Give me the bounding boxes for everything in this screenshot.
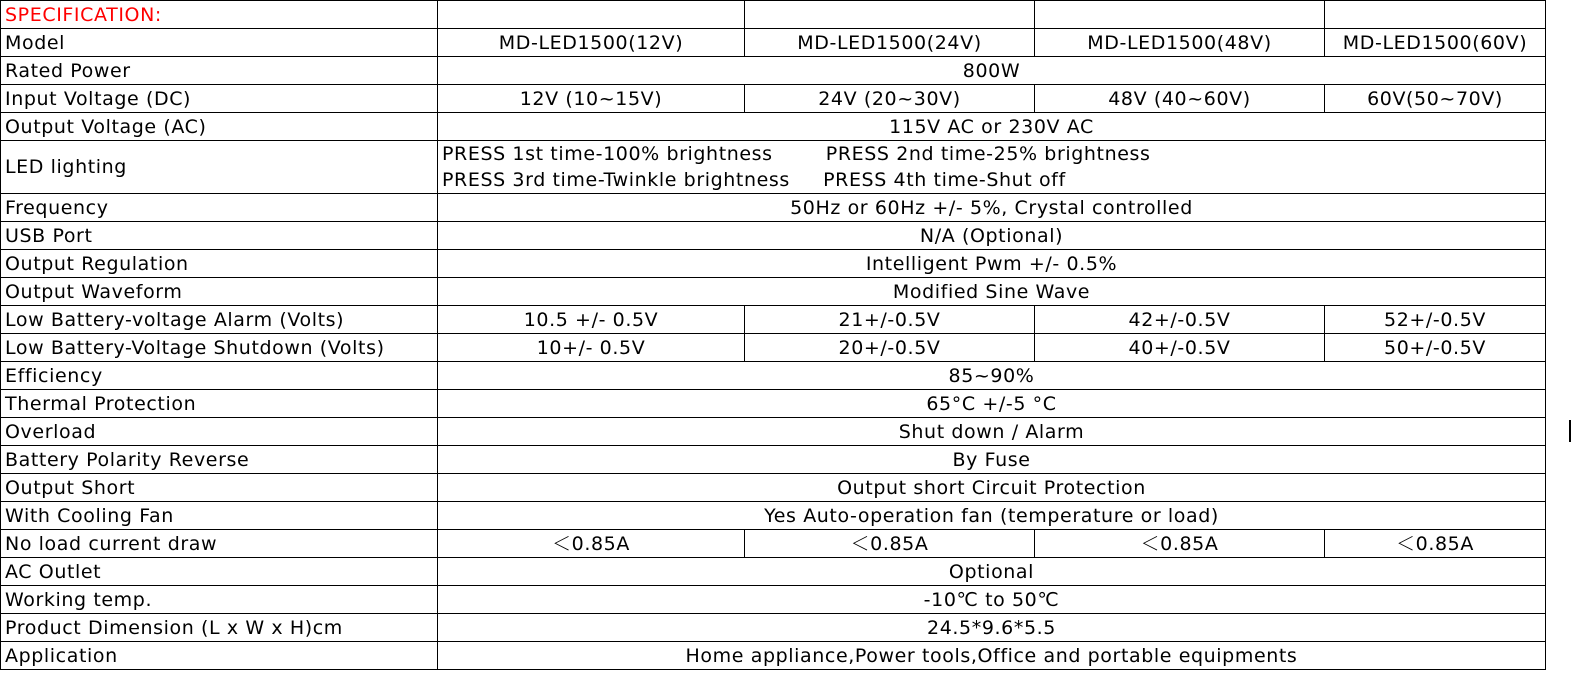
row-label: Overload [1, 418, 438, 446]
row-label: Thermal Protection [1, 390, 438, 418]
row-value: 20+/-0.5V [745, 334, 1035, 362]
row-label: Output Short [1, 474, 438, 502]
row-value: -10℃ to 50℃ [438, 586, 1546, 614]
row-value: Output short Circuit Protection [438, 474, 1546, 502]
row-value: 800W [438, 57, 1546, 85]
table-row [1, 278, 1546, 306]
row-value: 42+/-0.5V [1035, 306, 1325, 334]
led-line-1: PRESS 1st time-100% brightness PRESS 2nd time-25% brightness [442, 143, 1151, 165]
row-value: ＜0.85A [745, 530, 1035, 558]
table-row [1, 530, 1546, 558]
table-row [1, 57, 1546, 85]
row-label: LED lighting [1, 141, 438, 194]
row-value: MD-LED1500(60V) [1325, 29, 1546, 57]
table-row [1, 306, 1546, 334]
title-empty-cell-3 [1035, 1, 1325, 29]
row-value: 50+/-0.5V [1325, 334, 1546, 362]
title-empty-cell-4 [1325, 1, 1546, 29]
row-value: 12V (10~15V) [438, 85, 745, 113]
row-value: ＜0.85A [438, 530, 745, 558]
table-row [1, 586, 1546, 614]
row-value: Shut down / Alarm [438, 418, 1546, 446]
row-label: Input Voltage (DC) [1, 85, 438, 113]
row-label: Rated Power [1, 57, 438, 85]
row-value: 40+/-0.5V [1035, 334, 1325, 362]
table-row [1, 446, 1546, 474]
row-label: Output Voltage (AC) [1, 113, 438, 141]
text-cursor [1569, 420, 1571, 442]
led-line-2: PRESS 3rd time-Twinkle brightness PRESS 4th time-Shut off [442, 169, 1066, 191]
row-value: 10.5 +/- 0.5V [438, 306, 745, 334]
table-row [1, 502, 1546, 530]
table-row [1, 29, 1546, 57]
page-title: SPECIFICATION: [1, 1, 438, 29]
row-value: 50Hz or 60Hz +/- 5%, Crystal controlled [438, 194, 1546, 222]
row-label: Frequency [1, 194, 438, 222]
row-label: Application [1, 642, 438, 670]
table-row [1, 390, 1546, 418]
row-value: Intelligent Pwm +/- 0.5% [438, 250, 1546, 278]
table-row [1, 334, 1546, 362]
table-row [1, 558, 1546, 586]
table-row [1, 85, 1546, 113]
row-value: 52+/-0.5V [1325, 306, 1546, 334]
row-value: 115V AC or 230V AC [438, 113, 1546, 141]
row-label: Low Battery-voltage Alarm (Volts) [1, 306, 438, 334]
row-value: ＜0.85A [1035, 530, 1325, 558]
row-value: Yes Auto-operation fan (temperature or load) [438, 502, 1546, 530]
row-label: Product Dimension (L x W x H)cm [1, 614, 438, 642]
row-value: MD-LED1500(12V) [438, 29, 745, 57]
row-label: USB Port [1, 222, 438, 250]
table-row [1, 194, 1546, 222]
row-label: No load current draw [1, 530, 438, 558]
table-row [1, 614, 1546, 642]
row-value: Optional [438, 558, 1546, 586]
row-label: AC Outlet [1, 558, 438, 586]
row-label: Efficiency [1, 362, 438, 390]
title-empty-cell-1 [438, 1, 745, 29]
table-row-title [1, 1, 1546, 29]
row-value: 24.5*9.6*5.5 [438, 614, 1546, 642]
row-value: Home appliance,Power tools,Office and portable equipments [438, 642, 1546, 670]
row-value: N/A (Optional) [438, 222, 1546, 250]
row-value: 21+/-0.5V [745, 306, 1035, 334]
row-value: By Fuse [438, 446, 1546, 474]
table-row [1, 642, 1546, 670]
table-row [1, 222, 1546, 250]
row-value-led [438, 141, 1546, 194]
row-label: Battery Polarity Reverse [1, 446, 438, 474]
row-label: Working temp. [1, 586, 438, 614]
row-value: 65°C +/-5 °C [438, 390, 1546, 418]
table-row-led [1, 141, 1546, 194]
row-value: 24V (20~30V) [745, 85, 1035, 113]
row-value: 10+/- 0.5V [438, 334, 745, 362]
row-value: Modified Sine Wave [438, 278, 1546, 306]
row-value: MD-LED1500(48V) [1035, 29, 1325, 57]
row-value: MD-LED1500(24V) [745, 29, 1035, 57]
row-label: Output Regulation [1, 250, 438, 278]
table-row [1, 362, 1546, 390]
row-value: 85~90% [438, 362, 1546, 390]
row-value: 48V (40~60V) [1035, 85, 1325, 113]
row-value: 60V(50~70V) [1325, 85, 1546, 113]
title-empty-cell-2 [745, 1, 1035, 29]
row-value: ＜0.85A [1325, 530, 1546, 558]
table-row [1, 250, 1546, 278]
row-label: With Cooling Fan [1, 502, 438, 530]
table-row [1, 418, 1546, 446]
table-row [1, 113, 1546, 141]
row-label: Low Battery-Voltage Shutdown (Volts) [1, 334, 438, 362]
row-label: Output Waveform [1, 278, 438, 306]
row-label: Model [1, 29, 438, 57]
table-row [1, 474, 1546, 502]
